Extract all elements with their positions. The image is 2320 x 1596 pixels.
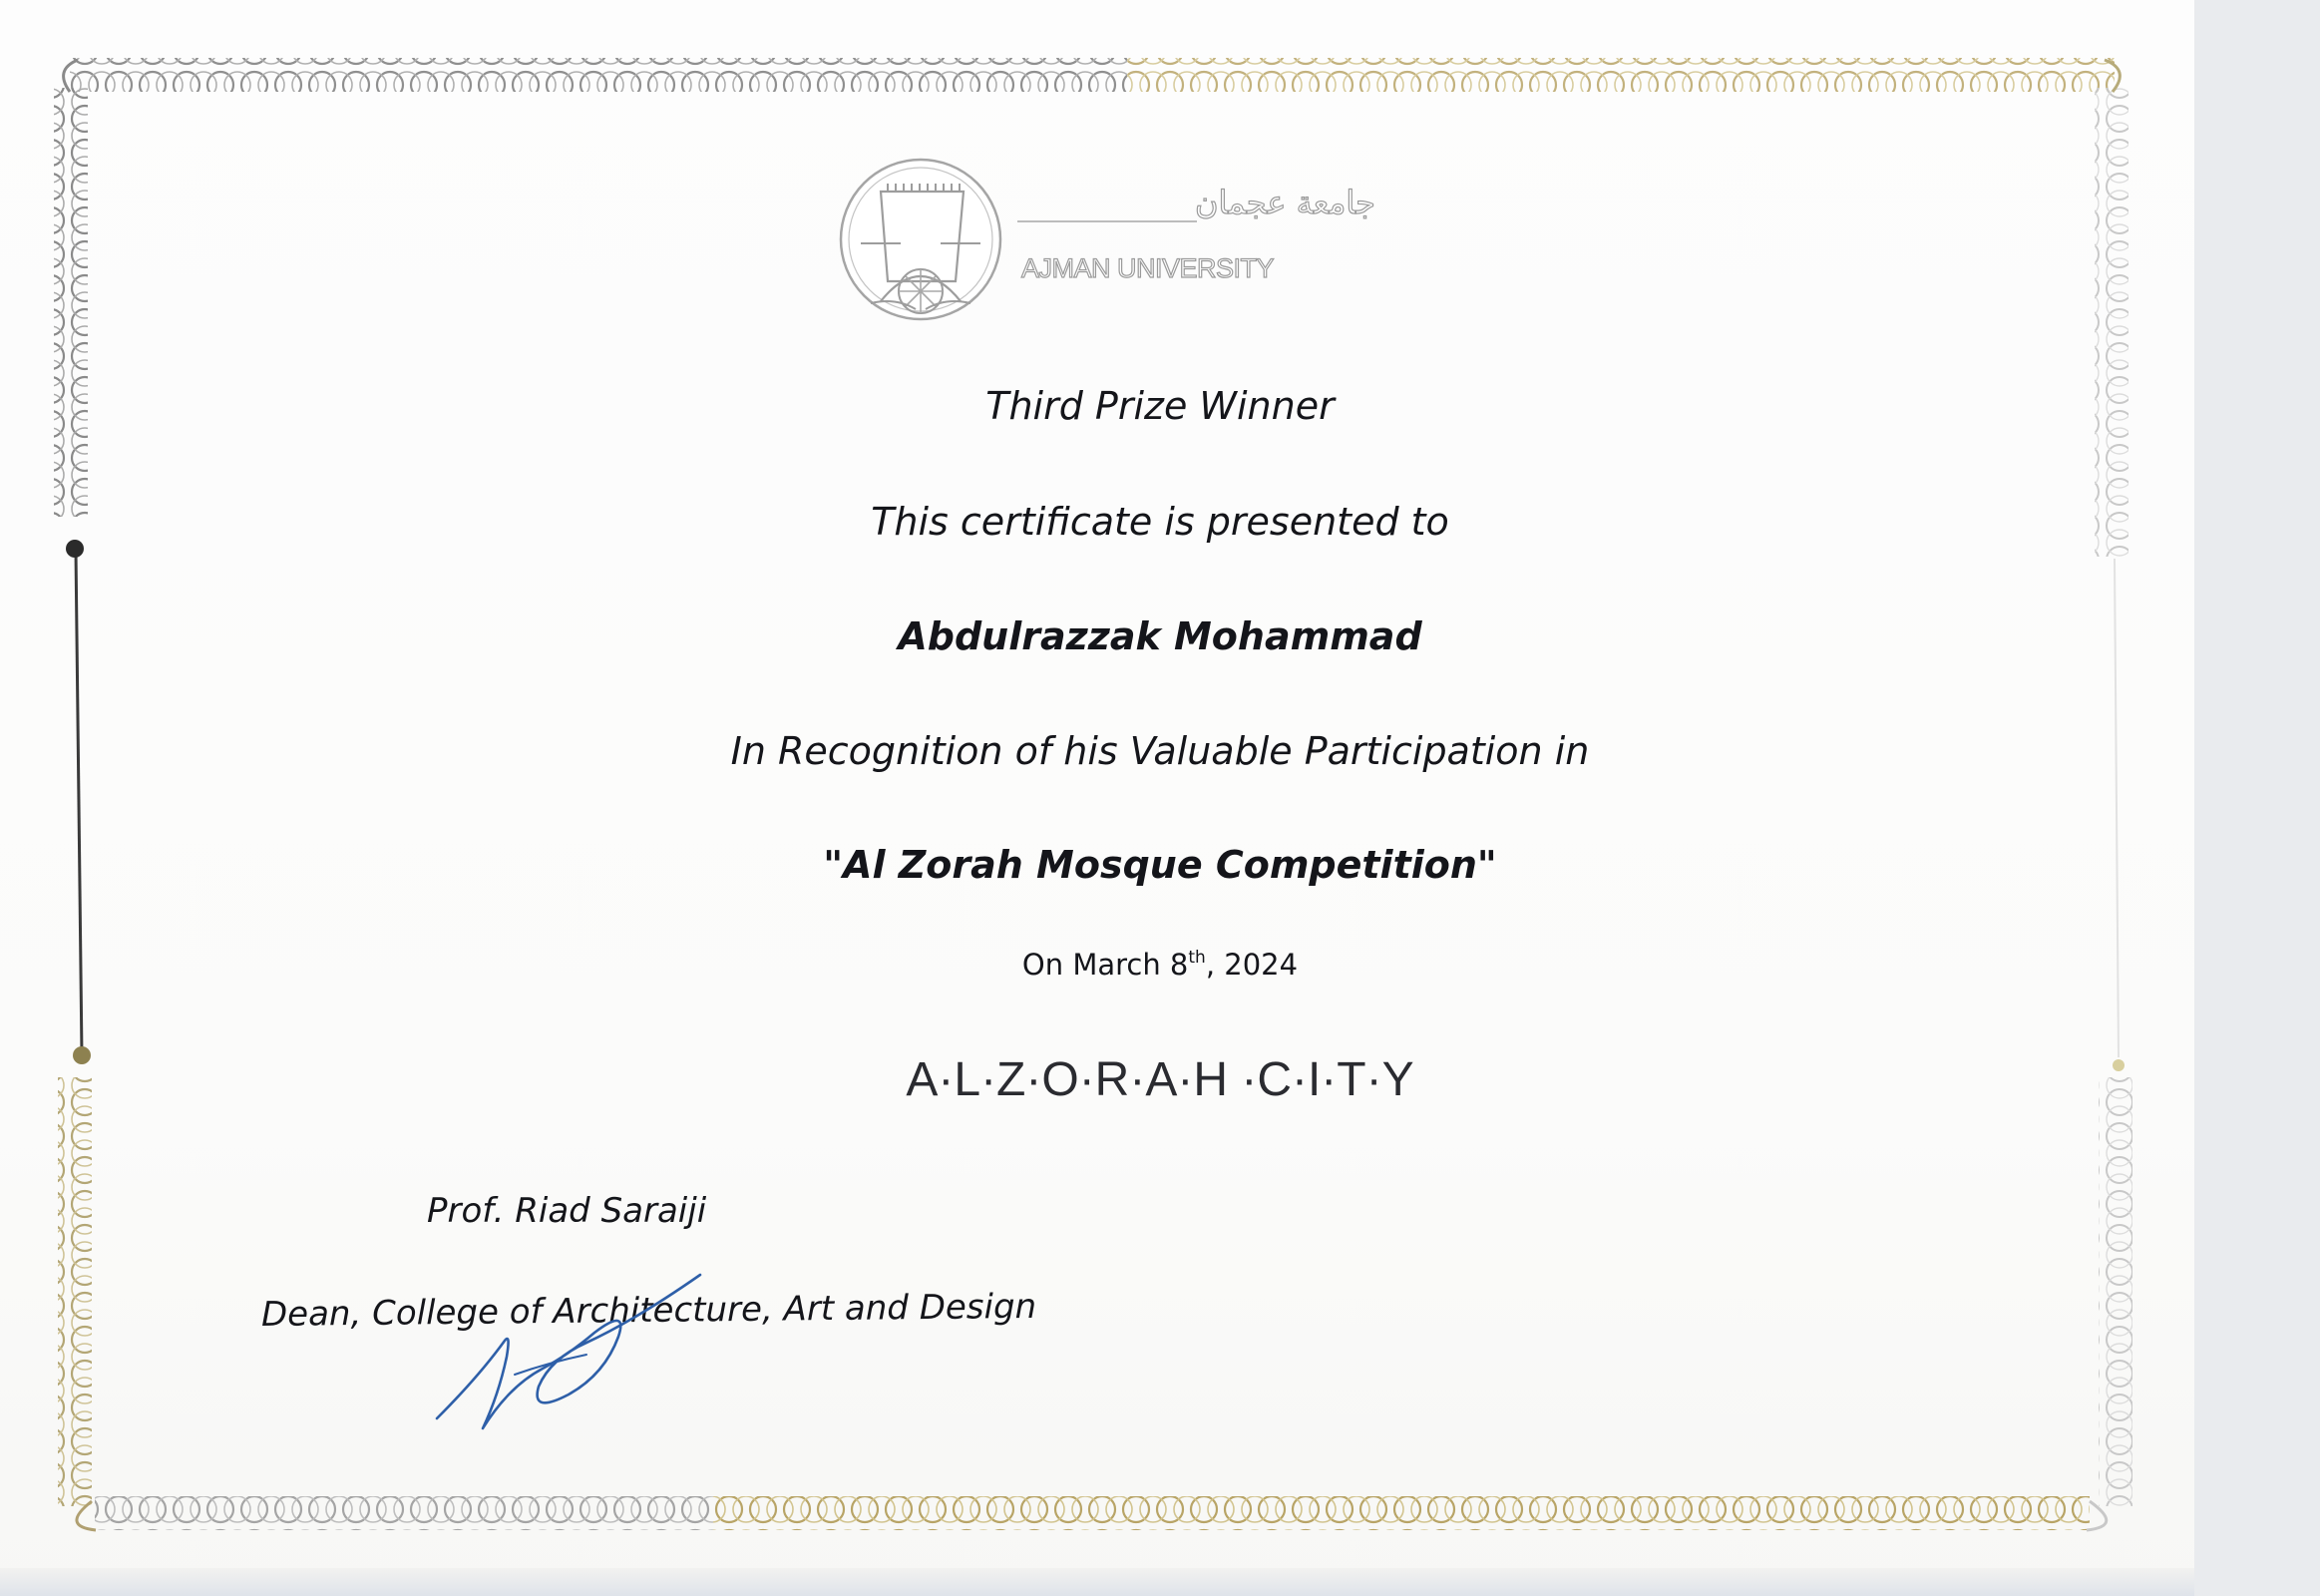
prize-title: Third Prize Winner: [985, 384, 1335, 428]
arabic-wordmark: [1017, 182, 1375, 223]
signature: [419, 1267, 718, 1446]
logo-arabic-text: جامعة عجمان: [1195, 184, 1375, 221]
date-ordinal: th: [1188, 948, 1206, 968]
award-date: [0, 948, 2320, 982]
signatory-name: Prof. Riad Saraiji: [427, 1191, 707, 1231]
ajman-university-seal-icon: [836, 152, 1005, 326]
sponsor-logo-text: A·L·Z·O·R·A·H ·C·I·T·Y: [906, 1053, 1414, 1106]
recognition-line: In Recognition of his Valuable Participation in: [730, 729, 1590, 773]
university-logo: [836, 152, 1375, 331]
logo-english-text: AJMAN UNIVERSITY: [1021, 253, 1275, 283]
date-year: , 2024: [1205, 948, 1299, 982]
competition-name: "Al Zorah Mosque Competition": [823, 843, 1497, 887]
date-prefix: On March 8: [1021, 948, 1189, 982]
presented-line: This certificate is presented to: [871, 500, 1449, 544]
recipient-name: Abdulrazzak Mohammad: [898, 614, 1422, 658]
signatory-title: Dean, College of Architecture, Art and Design: [260, 1286, 1037, 1335]
